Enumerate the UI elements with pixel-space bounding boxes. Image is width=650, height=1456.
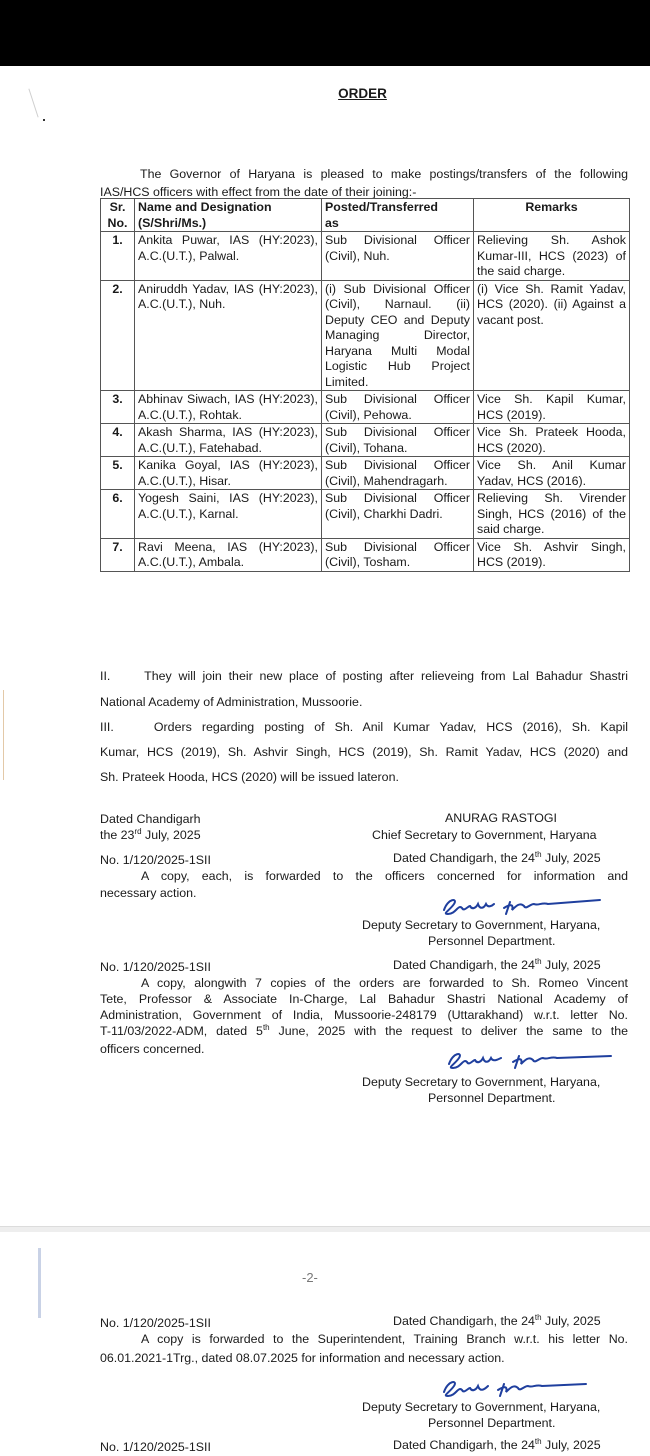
cell-sr: 2. [101, 280, 135, 391]
cell-posted: Sub Divisional Officer (Civil), Nuh. [322, 232, 474, 281]
table-row [101, 490, 630, 539]
cell-remarks: Vice Sh. Ashvir Singh, HCS (2019). [474, 538, 630, 571]
dated-date: the 23rd July, 2025 [100, 826, 201, 842]
cell-remarks: Relieving Sh. Ashok Kumar-III, HCS (2023) of the said charge. [474, 232, 630, 281]
signature-1 [440, 890, 610, 920]
cell-posted: Sub Divisional Officer (Civil), Tohana. [322, 424, 474, 457]
cell-posted: (i) Sub Divisional Officer (Civil), Narnaul. (ii) Deputy CEO and Deputy Managing Director, Haryana Multi Modal Logistic Hub Project Limited. [322, 280, 474, 391]
postings-table [100, 198, 630, 572]
deputy-title-2: Deputy Secretary to Government, Haryana, [362, 1075, 601, 1089]
cell-sr: 7. [101, 538, 135, 571]
copy-2-line-5: officers concerned. [100, 1042, 205, 1056]
table-header-row [101, 199, 630, 232]
ref-number: No. 1/120/2025-1SII [100, 853, 211, 867]
header-sr: Sr. No. [101, 199, 135, 232]
deputy-title-3: Deputy Secretary to Government, Haryana, [362, 1400, 601, 1414]
table-row [101, 424, 630, 457]
cell-remarks: (i) Vice Sh. Ramit Yadav, HCS (2020). (ii) Against a vacant post. [474, 280, 630, 391]
dated-place: Dated Chandigarh [100, 812, 201, 826]
copy-2-line-2: Tete, Professor & Associate In-Charge, Lal Bahadur Shastri National Academy of [100, 992, 628, 1006]
ref-number: No. 1/120/2025-1SII [100, 960, 211, 974]
copy-2-line-1: A copy, alongwith 7 copies of the orders are forwarded to Sh. Romeo Vincent [141, 976, 628, 990]
top-black-bar [0, 0, 650, 66]
header-remarks: Remarks [474, 199, 630, 232]
deputy-dept-3: Personnel Department. [428, 1416, 556, 1430]
cell-name: Akash Sharma, IAS (HY:2023), A.C.(U.T.), Fatehabad. [135, 424, 322, 457]
deputy-dept-2: Personnel Department. [428, 1091, 556, 1105]
copy-2-line-4: T-11/03/2022-ADM, dated 5th June, 2025 with the request to deliver the same to the [100, 1022, 628, 1038]
cell-name: Aniruddh Yadav, IAS (HY:2023), A.C.(U.T.), Nuh. [135, 280, 322, 391]
cell-sr: 6. [101, 490, 135, 539]
table-row [101, 391, 630, 424]
para-ii-line-2: National Academy of Administration, Mussoorie. [100, 695, 363, 709]
cell-name: Ankita Puwar, IAS (HY:2023), A.C.(U.T.), Palwal. [135, 232, 322, 281]
cell-sr: 4. [101, 424, 135, 457]
signature-2 [445, 1046, 615, 1074]
para-iii-line-1: III. Orders regarding posting of Sh. Anil Kumar Yadav, HCS (2016), Sh. Kapil [100, 720, 628, 734]
signatory-name: ANURAG RASTOGI [445, 811, 557, 825]
ref-dated: Dated Chandigarh, the 24th July, 2025 [393, 1312, 601, 1328]
ref-dated: Dated Chandigarh, the 24th July, 2025 [393, 1436, 601, 1452]
cell-posted: Sub Divisional Officer (Civil), Tosham. [322, 538, 474, 571]
cell-name: Ravi Meena, IAS (HY:2023), A.C.(U.T.), Ambala. [135, 538, 322, 571]
cell-posted: Sub Divisional Officer (Civil), Charkhi Dadri. [322, 490, 474, 539]
cell-name: Abhinav Siwach, IAS (HY:2023), A.C.(U.T.), Rohtak. [135, 391, 322, 424]
para-iii-line-2: Kumar, HCS (2019), Sh. Ashvir Singh, HCS (2019), Sh. Ramit Yadav, HCS (2020) and [100, 745, 628, 759]
cell-sr: 1. [101, 232, 135, 281]
para-ii-line-1: II. They will join their new place of posting after relieveing from Lal Bahadur Shastri [100, 669, 628, 683]
copy-3-line-2: 06.01.2021-1Trg., dated 08.07.2025 for information and necessary action. [100, 1351, 505, 1365]
copy-1-line-1: A copy, each, is forwarded to the officers concerned for information and [141, 869, 628, 883]
signatory-title: Chief Secretary to Government, Haryana [372, 828, 597, 842]
ref-number: No. 1/120/2025-1SII [100, 1316, 211, 1330]
header-name: Name and Designation (S/Shri/Ms.) [135, 199, 322, 232]
order-title: ORDER [338, 86, 387, 101]
cell-posted: Sub Divisional Officer (Civil), Pehowa. [322, 391, 474, 424]
cell-posted: Sub Divisional Officer (Civil), Mahendragarh. [322, 457, 474, 490]
cell-remarks: Vice Sh. Anil Kumar Yadav, HCS (2016). [474, 457, 630, 490]
scan-edge-line [3, 690, 4, 780]
scan-edge-line [38, 1248, 41, 1318]
deputy-dept-1: Personnel Department. [428, 934, 556, 948]
table-row [101, 457, 630, 490]
cell-remarks: Vice Sh. Kapil Kumar, HCS (2019). [474, 391, 630, 424]
cell-sr: 5. [101, 457, 135, 490]
ref-dated: Dated Chandigarh, the 24th July, 2025 [393, 849, 601, 865]
header-posted: Posted/Transferred as [322, 199, 474, 232]
intro-line-2: IAS/HCS officers with effect from the date of their joining:- [100, 185, 417, 199]
ref-dated: Dated Chandigarh, the 24th July, 2025 [393, 956, 601, 972]
para-iii-line-3: Sh. Prateek Hooda, HCS (2020) will be issued lateron. [100, 770, 399, 784]
scan-dot [43, 119, 45, 121]
table-row [101, 232, 630, 281]
copy-3-line-1: A copy is forwarded to the Superintendent, Training Branch w.r.t. his letter No. [141, 1332, 628, 1346]
copy-1-line-2: necessary action. [100, 886, 197, 900]
cell-name: Kanika Goyal, IAS (HY:2023), A.C.(U.T.), Hisar. [135, 457, 322, 490]
cell-remarks: Vice Sh. Prateek Hooda, HCS (2020). [474, 424, 630, 457]
cell-sr: 3. [101, 391, 135, 424]
signature-3 [440, 1376, 590, 1402]
table-row [101, 280, 630, 391]
cell-name: Yogesh Saini, IAS (HY:2023), A.C.(U.T.), Karnal. [135, 490, 322, 539]
intro-line-1: The Governor of Haryana is pleased to make postings/transfers of the following [140, 167, 628, 181]
table-row [101, 538, 630, 571]
copy-2-line-3: Administration, Government of India, Mussoorie-248179 (Uttarakhand) w.r.t. letter No. [100, 1008, 628, 1022]
deputy-title-1: Deputy Secretary to Government, Haryana, [362, 918, 601, 932]
cell-remarks: Relieving Sh. Virender Singh, HCS (2016) of the said charge. [474, 490, 630, 539]
page-number: -2- [302, 1270, 318, 1285]
ref-number: No. 1/120/2025-1SII [100, 1440, 211, 1454]
